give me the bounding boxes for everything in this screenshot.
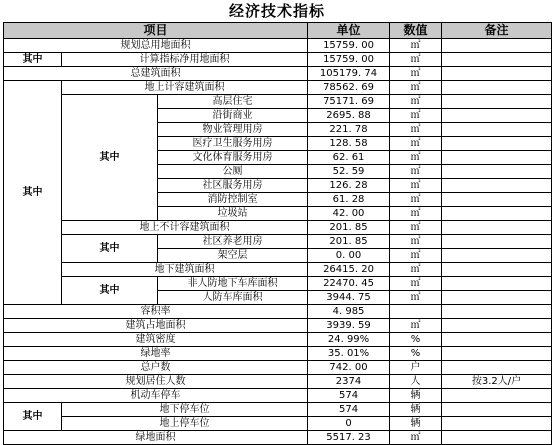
row-note xyxy=(442,179,552,193)
row-value: 26415. 20 xyxy=(308,263,390,277)
table-row xyxy=(4,39,552,53)
row-value: 42. 00 xyxy=(308,207,390,221)
row-note xyxy=(442,109,552,123)
row-note xyxy=(442,165,552,179)
row-note xyxy=(442,151,552,165)
table-row xyxy=(4,67,552,81)
indicator-table xyxy=(3,22,552,445)
row-unit: ㎡ xyxy=(390,249,442,263)
row-note xyxy=(442,361,552,375)
table-row xyxy=(4,81,552,95)
row-value: 5517. 23 xyxy=(308,431,390,445)
row-label: 垃圾站 xyxy=(158,207,308,221)
row-note xyxy=(442,67,552,81)
row-value: 2374 xyxy=(308,375,390,389)
row-label: 人防车库面积 xyxy=(158,291,308,305)
header-item: 项目 xyxy=(4,23,308,39)
table-row xyxy=(4,333,552,347)
row-value: 52. 59 xyxy=(308,165,390,179)
row-unit: ㎡ xyxy=(390,207,442,221)
row-label: 公厕 xyxy=(158,165,308,179)
row-value: 574 xyxy=(308,389,390,403)
row-note xyxy=(442,137,552,151)
row-label: 文化体育服务用房 xyxy=(158,151,308,165)
row-value: 61. 28 xyxy=(308,193,390,207)
row-label: 总户数 xyxy=(4,361,308,375)
row-unit: ㎡ xyxy=(390,179,442,193)
row-label: 地上不计容建筑面积 xyxy=(62,221,308,235)
row-unit: ㎡ xyxy=(390,277,442,291)
row-unit: ㎡ xyxy=(390,81,442,95)
row-note xyxy=(442,431,552,445)
row-value: 15759. 00 xyxy=(308,39,390,53)
row-label: 地下建筑面积 xyxy=(62,263,308,277)
row-note xyxy=(442,347,552,361)
row-label: 物业管理用房 xyxy=(158,123,308,137)
row-unit: 户 xyxy=(390,361,442,375)
row-label: 消防控制室 xyxy=(158,193,308,207)
group-label: 其中 xyxy=(4,403,62,431)
row-unit: ㎡ xyxy=(390,123,442,137)
row-note xyxy=(442,403,552,417)
row-label: 沿街商业 xyxy=(158,109,308,123)
row-unit: ㎡ xyxy=(390,95,442,109)
row-note xyxy=(442,263,552,277)
row-unit: 辆 xyxy=(390,389,442,403)
row-value: 35. 01% xyxy=(308,347,390,361)
row-value: 574 xyxy=(308,403,390,417)
row-unit: ㎡ xyxy=(390,263,442,277)
row-unit: % xyxy=(390,333,442,347)
row-label: 地上计容建筑面积 xyxy=(62,81,308,95)
row-unit: ㎡ xyxy=(390,109,442,123)
table-row xyxy=(4,417,552,431)
row-unit: ㎡ xyxy=(390,221,442,235)
row-label: 总建筑面积 xyxy=(4,67,308,81)
row-unit: ㎡ xyxy=(390,165,442,179)
row-value: 0 xyxy=(308,417,390,431)
row-label: 高层住宅 xyxy=(158,95,308,109)
row-value: 24. 99% xyxy=(308,333,390,347)
row-unit: ㎡ xyxy=(390,319,442,333)
row-unit: ㎡ xyxy=(390,137,442,151)
row-unit: ㎡ xyxy=(390,235,442,249)
row-note xyxy=(442,53,552,67)
row-value: 78562. 69 xyxy=(308,81,390,95)
row-note: 按3.2人/户 xyxy=(442,375,552,389)
group-label: 其中 xyxy=(62,235,158,263)
table-row xyxy=(4,263,552,277)
table-row xyxy=(4,403,552,417)
table-title: 经济技术指标 xyxy=(228,2,325,20)
table-row xyxy=(4,361,552,375)
table-row xyxy=(4,319,552,333)
row-unit: % xyxy=(390,347,442,361)
row-label: 架空层 xyxy=(158,249,308,263)
row-note xyxy=(442,39,552,53)
row-unit: ㎡ xyxy=(390,67,442,81)
table-row xyxy=(4,347,552,361)
table-row xyxy=(4,221,552,235)
row-unit: ㎡ xyxy=(390,431,442,445)
table-row xyxy=(4,431,552,445)
row-label: 社区养老用房 xyxy=(158,235,308,249)
row-unit: 辆 xyxy=(390,403,442,417)
row-note xyxy=(442,291,552,305)
table-row xyxy=(4,305,552,319)
table-row xyxy=(4,277,552,291)
row-value: 742. 00 xyxy=(308,361,390,375)
row-value: 221. 78 xyxy=(308,123,390,137)
row-label: 机动车停车 xyxy=(4,389,308,403)
row-label: 建筑密度 xyxy=(4,333,308,347)
row-label: 计算指标净用地面积 xyxy=(62,53,308,67)
table-row xyxy=(4,53,552,67)
row-label: 社区服务用房 xyxy=(158,179,308,193)
row-value: 201. 85 xyxy=(308,235,390,249)
row-note xyxy=(442,81,552,95)
row-label: 绿地面积 xyxy=(4,431,308,445)
row-unit: ㎡ xyxy=(390,151,442,165)
row-note xyxy=(442,333,552,347)
row-label: 地下停车位 xyxy=(62,403,308,417)
group-label: 其中 xyxy=(62,277,158,305)
row-unit xyxy=(390,305,442,319)
row-value: 3944. 75 xyxy=(308,291,390,305)
row-unit: ㎡ xyxy=(390,193,442,207)
table-row xyxy=(4,95,552,109)
row-note xyxy=(442,207,552,221)
table-row xyxy=(4,235,552,249)
row-note xyxy=(442,95,552,109)
row-unit: ㎡ xyxy=(390,53,442,67)
row-value: 3939. 59 xyxy=(308,319,390,333)
header-value: 数值 xyxy=(390,23,442,39)
header-note: 备注 xyxy=(442,23,552,39)
row-note xyxy=(442,305,552,319)
table-row xyxy=(4,389,552,403)
row-value: 22470. 45 xyxy=(308,277,390,291)
row-note xyxy=(442,417,552,431)
header-unit: 单位 xyxy=(308,23,390,39)
row-label: 容积率 xyxy=(4,305,308,319)
row-note xyxy=(442,193,552,207)
row-value: 62. 61 xyxy=(308,151,390,165)
row-value: 0. 00 xyxy=(308,249,390,263)
row-value: 105179. 74 xyxy=(308,67,390,81)
row-unit: 人 xyxy=(390,375,442,389)
group-label: 其中 xyxy=(4,81,62,305)
row-value: 75171. 69 xyxy=(308,95,390,109)
row-note xyxy=(442,389,552,403)
row-value: 2695. 88 xyxy=(308,109,390,123)
row-value: 201. 85 xyxy=(308,221,390,235)
row-note xyxy=(442,123,552,137)
row-unit: ㎡ xyxy=(390,39,442,53)
row-label: 建筑占地面积 xyxy=(4,319,308,333)
header-row xyxy=(4,23,552,39)
row-label: 规划居住人数 xyxy=(4,375,308,389)
row-value: 126. 28 xyxy=(308,179,390,193)
group-label: 其中 xyxy=(62,95,158,221)
row-label: 规划总用地面积 xyxy=(4,39,308,53)
group-label: 其中 xyxy=(4,53,62,67)
table-row xyxy=(4,375,552,389)
row-unit: ㎡ xyxy=(390,291,442,305)
row-note xyxy=(442,249,552,263)
row-note xyxy=(442,221,552,235)
row-note xyxy=(442,235,552,249)
row-note xyxy=(442,277,552,291)
row-value: 128. 58 xyxy=(308,137,390,151)
row-label: 地上停车位 xyxy=(62,417,308,431)
row-note xyxy=(442,319,552,333)
row-unit: 辆 xyxy=(390,417,442,431)
row-label: 医疗卫生服务用房 xyxy=(158,137,308,151)
row-label: 非人防地下车库面积 xyxy=(158,277,308,291)
row-label: 绿地率 xyxy=(4,347,308,361)
row-value: 15759. 00 xyxy=(308,53,390,67)
row-value: 4. 985 xyxy=(308,305,390,319)
